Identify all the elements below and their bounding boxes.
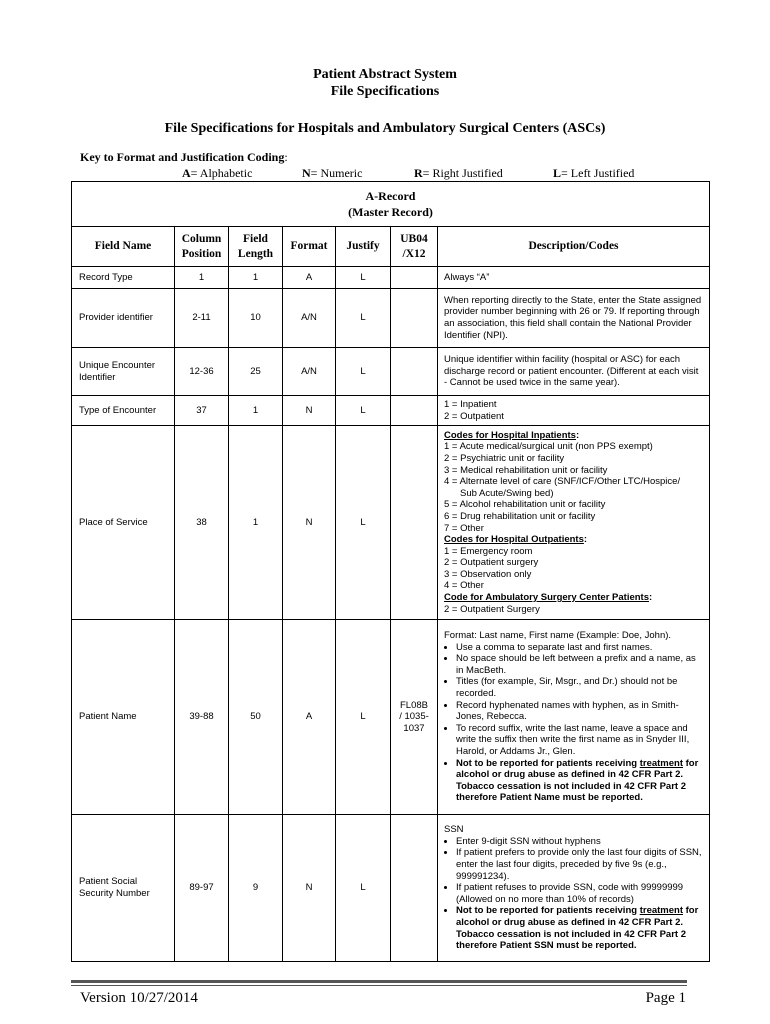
ub04-code: [391, 348, 438, 396]
table-row: [72, 348, 710, 396]
bullet-list: [444, 642, 704, 804]
field-length: 50: [229, 620, 283, 815]
outpatient-heading: Codes for Hospital Outpatients:: [444, 534, 588, 546]
ub04-code: FL08B / 1035- 1037: [391, 620, 438, 815]
footer-rule-thin: [71, 985, 687, 986]
code-line: 5 = Alcohol rehabilitation unit or facility: [444, 499, 606, 511]
col-format: Format: [283, 227, 336, 267]
justify: L: [336, 289, 391, 348]
justify: L: [336, 815, 391, 962]
ub04-code: [391, 426, 438, 620]
footer-rule: [71, 980, 687, 983]
code-line: 4 = Alternate level of care (SNF/ICF/Other LTC/Hospice/: [444, 476, 681, 488]
column-position: 37: [175, 396, 229, 426]
key-right-justified: R= Right Justified: [414, 166, 503, 180]
justify: L: [336, 426, 391, 620]
code-line: 7 = Other: [444, 522, 484, 534]
description: [438, 396, 710, 426]
list-item: • If patient refuses to provide SSN, code with 99999999 (Allowed on no more than 10% of records): [456, 882, 704, 905]
col-field-length: Field Length: [229, 227, 283, 267]
document-subtitle: File Specifications: [330, 84, 440, 99]
field-length: 1: [229, 267, 283, 289]
spec-table: [71, 181, 710, 962]
ub04-code: [391, 815, 438, 962]
field-name: Provider identifier: [72, 289, 175, 348]
list-item: • If patient prefers to provide only the last four digits of SSN, enter the last four digits, preceded by five 9s (e.g., 999991234).: [456, 847, 704, 882]
ub04-code: [391, 267, 438, 289]
list-item-notice: • Not to be reported for patients receiving treatment for alcohol or drug abuse as defined in 42 CFR Part 2. Tobacco cessation is not included in 42 CFR Part 2 therefore Patient Name must be reported.: [456, 758, 704, 804]
description: [438, 815, 710, 962]
description: Always “A”: [438, 267, 710, 289]
column-position: 89-97: [175, 815, 229, 962]
code-line: 1 = Inpatient: [444, 398, 497, 410]
format: A: [283, 267, 336, 289]
format: A: [283, 620, 336, 815]
key-left-justified: L= Left Justified: [553, 166, 635, 180]
column-position: 39-88: [175, 620, 229, 815]
key-numeric: N= Numeric: [302, 166, 363, 180]
format: N: [283, 426, 336, 620]
code-line: 2 = Outpatient Surgery: [444, 603, 540, 615]
format: A/N: [283, 289, 336, 348]
column-position: 38: [175, 426, 229, 620]
code-line: 4 = Other: [444, 580, 484, 592]
description: [438, 620, 710, 815]
document-heading: File Specifications for Hospitals and Ambulatory Surgical Centers (ASCs): [164, 121, 606, 136]
field-length: 1: [229, 426, 283, 620]
code-line: 2 = Outpatient surgery: [444, 557, 539, 569]
table-row: [72, 426, 710, 620]
justify: L: [336, 348, 391, 396]
col-field-name: Field Name: [72, 227, 175, 267]
code-line: 2 = Outpatient: [444, 410, 504, 422]
description: Unique identifier within facility (hospital or ASC) for each discharge record or patient encounter. (Different at each visit - Cannot be used twice in the same year).: [438, 348, 710, 396]
format-note: Format: Last name, First name (Example: Doe, John).: [444, 630, 672, 642]
list-item: • No space should be left between a prefix and a name, as in MacBeth.: [456, 653, 704, 676]
justify: L: [336, 267, 391, 289]
column-position: 1: [175, 267, 229, 289]
format: A/N: [283, 348, 336, 396]
code-line: Sub Acute/Swing bed): [460, 487, 554, 499]
table-row: [72, 815, 710, 962]
record-header-row: [72, 182, 710, 227]
column-header-row: [72, 227, 710, 267]
document-title: Patient Abstract System: [313, 67, 457, 82]
list-item-notice: • Not to be reported for patients receiving treatment for alcohol or drug abuse as defined in 42 CFR Part 2. Tobacco cessation is not included in 42 CFR Part 2 therefore Patient SSN must be reported.: [456, 905, 704, 951]
asc-heading: Code for Ambulatory Surgery Center Patients:: [444, 592, 653, 604]
record-subtitle: (Master Record): [348, 205, 433, 219]
field-name: Record Type: [72, 267, 175, 289]
list-item: • Enter 9-digit SSN without hyphens: [456, 836, 704, 848]
col-description: Description/Codes: [438, 227, 710, 267]
description: [438, 426, 710, 620]
list-item: • Record hyphenated names with hyphen, as in Smith-Jones, Rebecca.: [456, 700, 704, 723]
format-note: SSN: [444, 824, 464, 836]
inpatient-heading: Codes for Hospital Inpatients:: [444, 429, 580, 441]
code-line: 2 = Psychiatric unit or facility: [444, 452, 565, 464]
code-line: 6 = Drug rehabilitation unit or facility: [444, 510, 596, 522]
key-title: Key to Format and Justification Coding:: [80, 150, 288, 164]
footer-version: Version 10/27/2014: [80, 990, 198, 1006]
field-name: Unique Encounter Identifier: [72, 348, 175, 396]
field-name: Patient Name: [72, 620, 175, 815]
col-column-position: Column Position: [175, 227, 229, 267]
field-length: 9: [229, 815, 283, 962]
footer-page-number: Page 1: [645, 990, 686, 1006]
list-item: • To record suffix, write the last name, leave a space and write the suffix then write the first name as in Snyder III, Harold, or Addams Jr., Glen.: [456, 723, 704, 758]
code-line: 3 = Medical rehabilitation unit or facility: [444, 464, 608, 476]
column-position: 12-36: [175, 348, 229, 396]
justify: L: [336, 396, 391, 426]
col-justify: Justify: [336, 227, 391, 267]
justify: L: [336, 620, 391, 815]
description: When reporting directly to the State, enter the State assigned provider number beginning with 26 or 79. If reporting through an association, this field shall contain the National Provider Identifier (NPI).: [438, 289, 710, 348]
col-ub04: UB04 /X12: [391, 227, 438, 267]
field-length: 1: [229, 396, 283, 426]
table-row: [72, 267, 710, 289]
field-length: 25: [229, 348, 283, 396]
column-position: 2-11: [175, 289, 229, 348]
code-line: 1 = Acute medical/surgical unit (non PPS exempt): [444, 441, 653, 453]
list-item: • Use a comma to separate last and first names.: [456, 642, 704, 654]
field-length: 10: [229, 289, 283, 348]
field-name: Type of Encounter: [72, 396, 175, 426]
record-title: A-Record: [365, 189, 416, 203]
ub04-code: [391, 289, 438, 348]
format: N: [283, 396, 336, 426]
list-item: • Titles (for example, Sir, Msgr., and Dr.) should not be recorded.: [456, 676, 704, 699]
ub04-code: [391, 396, 438, 426]
table-row: [72, 289, 710, 348]
bullet-list: [444, 836, 704, 952]
field-name: Place of Service: [72, 426, 175, 620]
format: N: [283, 815, 336, 962]
record-title-cell: [72, 182, 710, 227]
table-row: [72, 620, 710, 815]
code-line: 3 = Observation only: [444, 568, 532, 580]
field-name: Patient Social Security Number: [72, 815, 175, 962]
code-line: 1 = Emergency room: [444, 545, 533, 557]
key-alphabetic: A= Alphabetic: [182, 166, 253, 180]
table-row: [72, 396, 710, 426]
